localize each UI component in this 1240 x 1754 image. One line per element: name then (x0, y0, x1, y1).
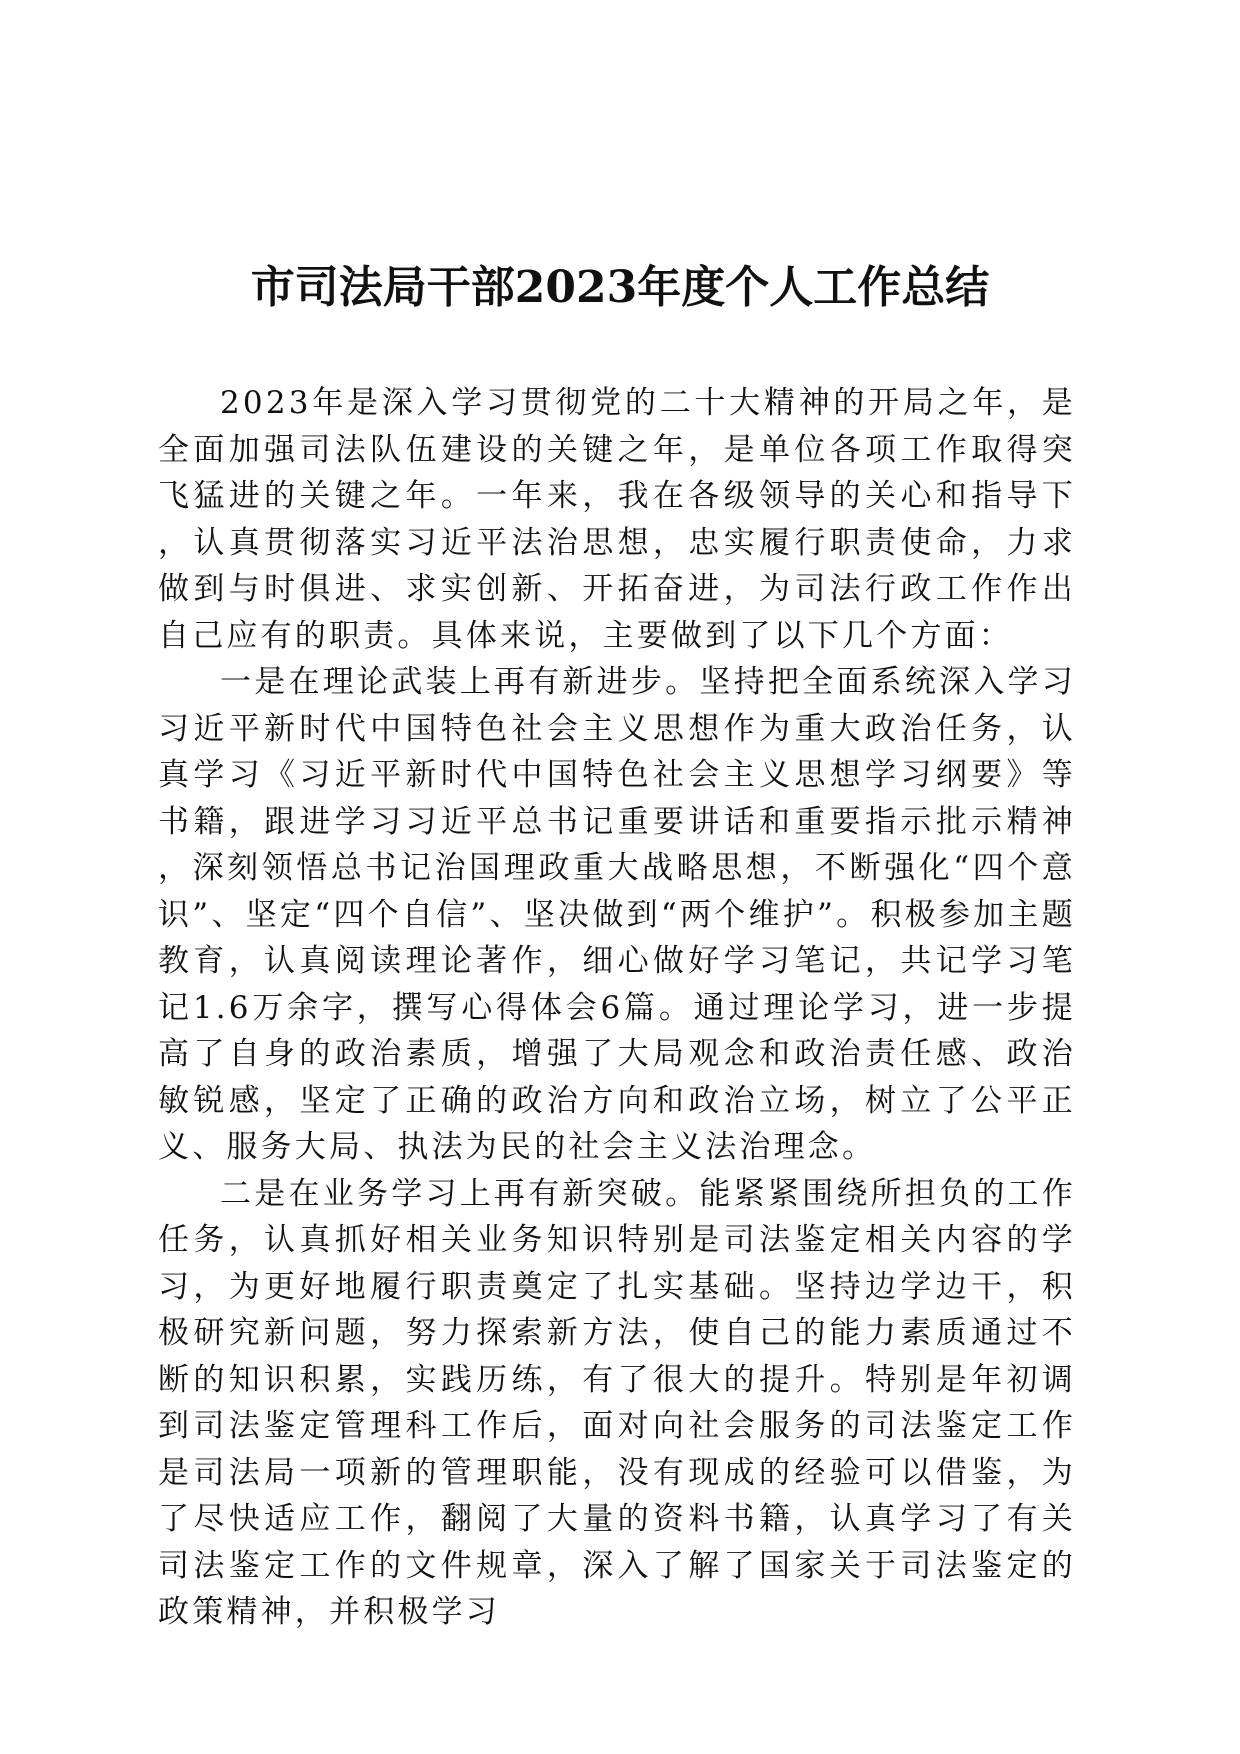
document-title: 市司法局干部2023年度个人工作总结 (250, 262, 990, 313)
paragraph-business: 二是在业务学习上再有新突破。能紧紧围绕所担负的工作任务，认真抓好相关业务知识特别是司法鉴定相关内容的学习，为更好地履行职责奠定了扎实基础。坚持边学边干，积极研究新问题，努力探索新方法，使自己的能力素质通过不断的知识积累，实践历练，有了很大的提升。特别是年初调到司法鉴定管理科工作后，面对向社会服务的司法鉴定工作是司法局一项新的管理职能，没有现成的经验可以借鉴，为了尽快适应工作，翻阅了大量的资料书籍，认真学习了有关司法鉴定工作的文件规章，深入了解了国家关于司法鉴定的政策精神，并积极学习 (158, 1175, 1076, 1630)
document-body (158, 380, 1076, 1636)
paragraph-intro: 2023年是深入学习贯彻党的二十大精神的开局之年，是全面加强司法队伍建设的关键之年，是单位各项工作取得突飞猛进的关键之年。一年来，我在各级领导的关心和指导下，认真贯彻落实习近平法治思想，忠实履行职责使命，力求做到与时俱进、求实创新、开拓奋进，为司法行政工作作出自己应有的职责。具体来说，主要做到了以下几个方面： (158, 385, 1076, 654)
paragraph-theory: 一是在理论武装上再有新进步。坚持把全面系统深入学习习近平新时代中国特色社会主义思想作为重大政治任务，认真学习《习近平新时代中国特色社会主义思想学习纲要》等书籍，跟进学习习近平总书记重要讲话和重要指示批示精神，深刻领悟总书记治国理政重大战略思想，不断强化“四个意识”、坚定“四个自信”、坚决做到“两个维护”。积极参加主题教育，认真阅读理论著作，细心做好学习笔记，共记学习笔记1.6万余字，撰写心得体会6篇。通过理论学习，进一步提高了自身的政治素质，增强了大局观念和政治责任感、政治敏锐感，坚定了正确的政治方向和政治立场，树立了公平正义、服务大局、执法为民的社会主义法治理念。 (158, 664, 1076, 1165)
